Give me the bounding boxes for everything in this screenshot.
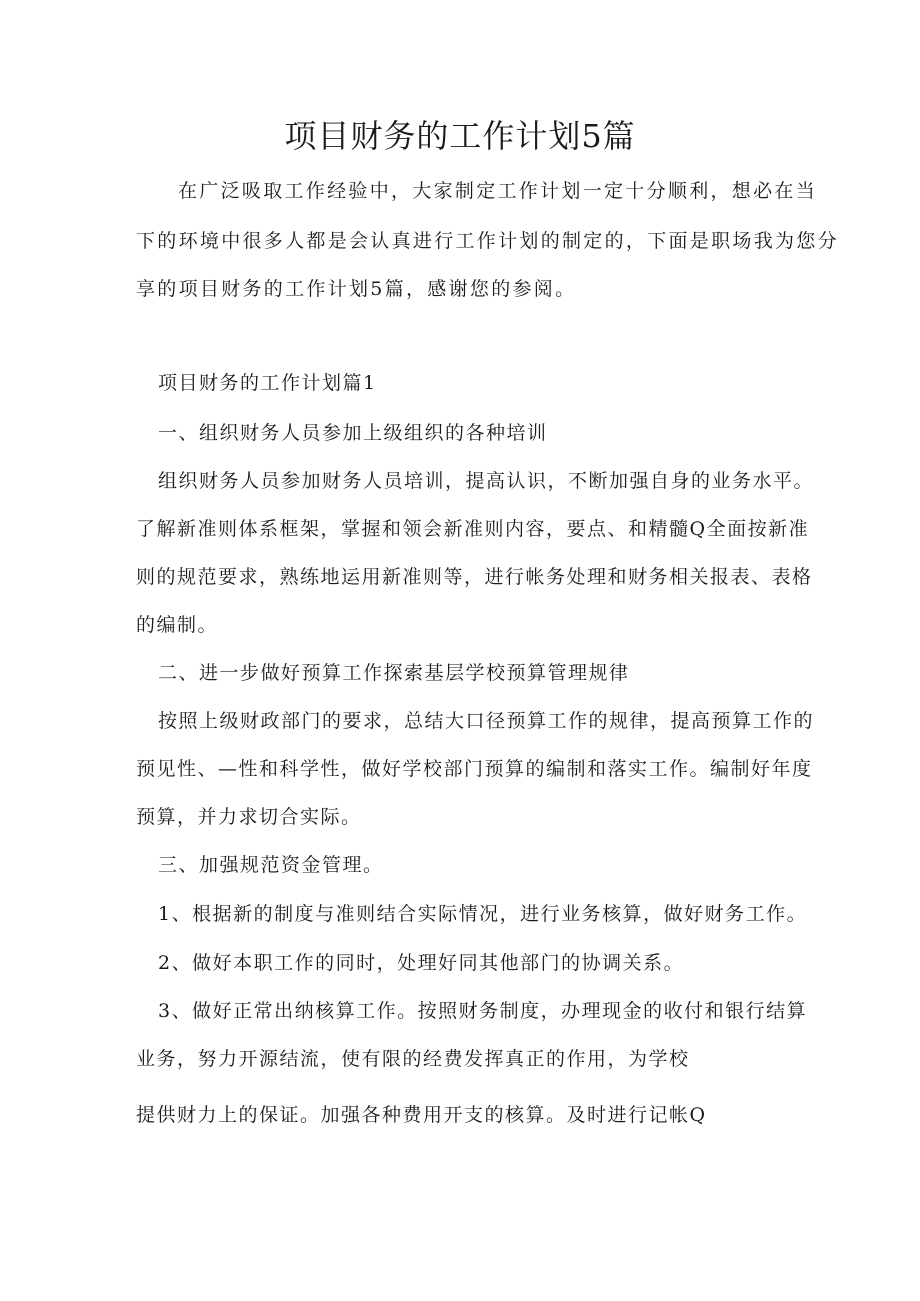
list-item-3-line-3: 提供财力上的保证。加强各种费用开支的核算。及时进行记帐Q	[136, 1104, 707, 1126]
paragraph-2-line-1: 按照上级财政部门的要求，总结大口径预算工作的规律，提高预算工作的	[158, 710, 815, 732]
paragraph-2-line-3: 预算，并力求切合实际。	[136, 806, 362, 828]
heading-item-3: 三、加强规范资金管理。	[158, 854, 384, 876]
list-item-3-line-1: 3、做好正常出纳核算工作。按照财务制度，办理现金的收付和银行结算	[158, 1000, 808, 1022]
paragraph-1-line-3: 则的规范要求，熟练地运用新准则等，进行帐务处理和财务相关报表、表格	[136, 566, 813, 588]
paragraph-1-line-2: 了解新准则体系框架，掌握和领会新准则内容，要点、和精髓Q全面按新准	[136, 518, 810, 540]
list-item-2: 2、做好本职工作的同时，处理好同其他部门的协调关系。	[158, 952, 685, 974]
paragraph-1-line-1: 组织财务人员参加财务人员培训，提高认识，不断加强自身的业务水平。	[158, 470, 815, 492]
paragraph-2-line-2: 预见性、—性和科学性，做好学校部门预算的编制和落实工作。编制好年度	[136, 758, 813, 780]
document-title: 项目财务的工作计划5篇	[284, 117, 636, 155]
list-item-1: 1、根据新的制度与准则结合实际情况，进行业务核算，做好财务工作。	[158, 903, 808, 925]
intro-line-3: 享的项目财务的工作计划5篇，感谢您的参阅。	[136, 278, 577, 300]
section-heading-part-1: 项目财务的工作计划篇1	[158, 372, 377, 394]
intro-line-1: 在广泛吸取工作经验中，大家制定工作计划一定十分顺利，想必在当	[178, 180, 818, 202]
heading-item-1: 一、组织财务人员参加上级组织的各种培训	[158, 422, 548, 444]
paragraph-1-line-4: 的编制。	[136, 614, 219, 636]
list-item-3-line-2: 业务，努力开源结流，使有限的经费发挥真正的作用，为学校	[136, 1048, 690, 1070]
heading-item-2: 二、进一步做好预算工作探索基层学校预算管理规律	[158, 662, 630, 684]
intro-line-2: 下的环境中很多人都是会认真进行工作计划的制定的，下面是职场我为您分	[136, 230, 839, 252]
